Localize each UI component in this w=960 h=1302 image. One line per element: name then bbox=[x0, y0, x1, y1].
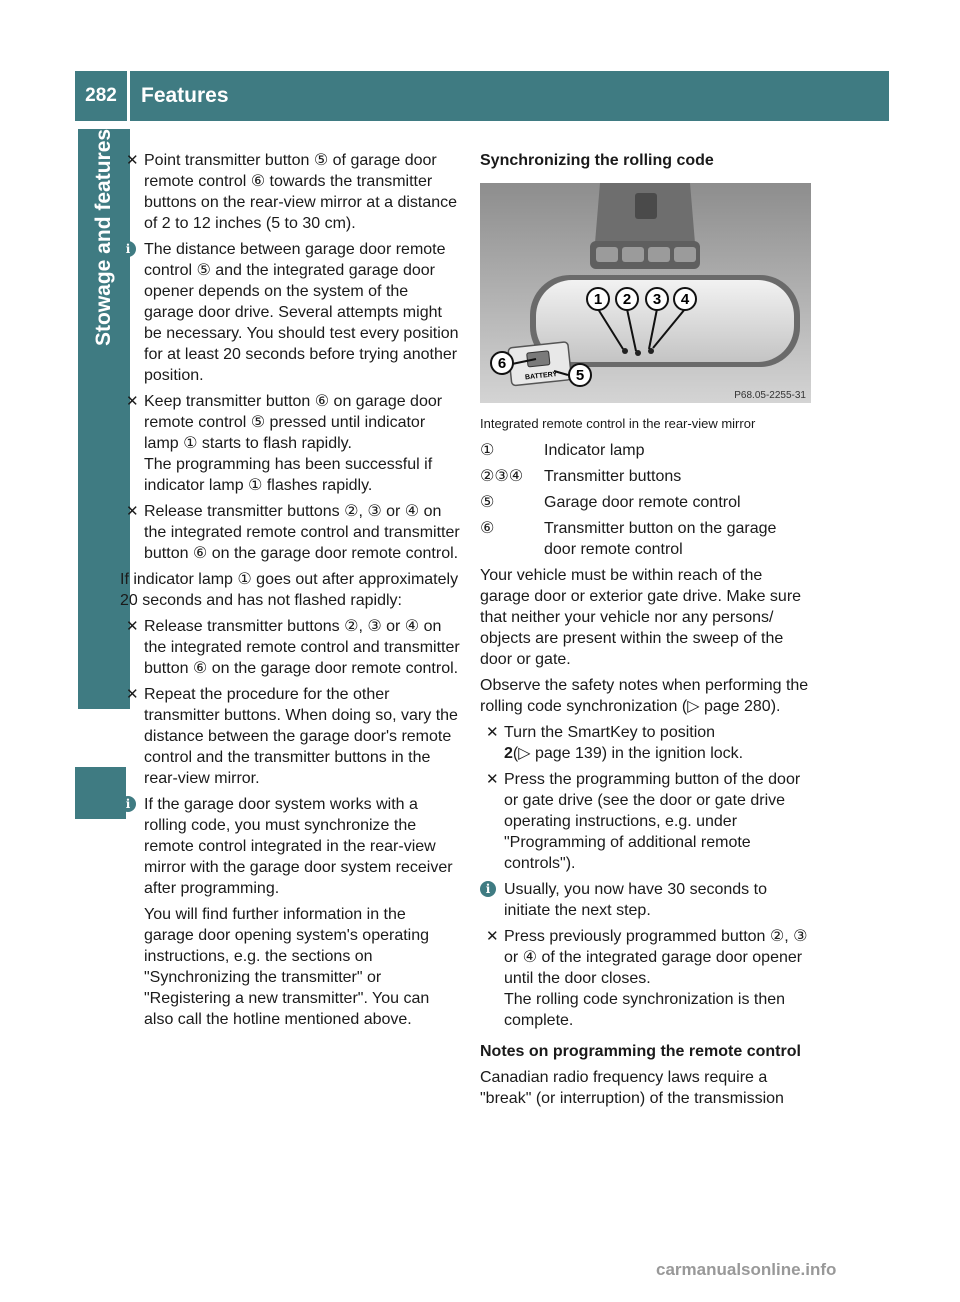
battery-label: BATTERY bbox=[524, 371, 558, 382]
step-text: Turn the SmartKey to position bbox=[504, 724, 716, 741]
section-heading: Notes on programming the remote control bbox=[480, 1043, 801, 1060]
instruction-step bbox=[480, 769, 812, 874]
figure-part-code: P68.05-2255-31 bbox=[734, 390, 806, 401]
step-text: Press the programming button of the door or gate drive (see the door or gate drive operating instructions, e.g. under "Programming of additional remote controls"). bbox=[504, 771, 801, 872]
info-icon: i bbox=[480, 881, 496, 897]
step-text: Press previously programmed button ②, ③ or ④ of the integrated garage door opener until the door closes. bbox=[504, 928, 808, 987]
paragraph: Canadian radio frequency laws require a "break" (or interruption) of the transmission bbox=[480, 1069, 784, 1107]
figure-caption: Integrated remote control in the rear-view mirror bbox=[480, 416, 756, 431]
page-header bbox=[75, 71, 889, 121]
callout-label: 4 bbox=[680, 291, 690, 308]
instruction-step bbox=[480, 722, 812, 764]
legend-key: ⑤ bbox=[480, 494, 495, 511]
step-result: The programming has been successful if indicator lamp ① flashes rapidly. bbox=[144, 456, 433, 494]
instruction-step bbox=[120, 501, 460, 564]
paragraph: Observe the safety notes when performing the rolling code synchronization (▷ page 280). bbox=[480, 677, 809, 715]
step-arrow-icon: ✕ bbox=[486, 771, 499, 788]
step-arrow-icon: ✕ bbox=[126, 393, 139, 410]
step-text: (▷ page 139) in the ignition lock. bbox=[512, 745, 744, 762]
instruction-step bbox=[120, 684, 460, 789]
info-text: If the garage door system works with a rolling code, you must synchronize the remote control integrated in the rear-view mirror with the garage door system receiver after programming. bbox=[144, 796, 453, 897]
step-text: Keep transmitter button ⑥ on garage door remote control ⑤ pressed until indicator lamp ① starts to flash rapidly. bbox=[144, 393, 443, 452]
legend-item bbox=[480, 492, 812, 513]
left-column bbox=[120, 150, 460, 1035]
legend-key: ⑥ bbox=[480, 520, 495, 537]
header-divider bbox=[127, 71, 130, 121]
legend-value: Transmitter buttons bbox=[544, 468, 682, 485]
step-arrow-icon: ✕ bbox=[126, 503, 139, 520]
step-arrow-icon: ✕ bbox=[126, 618, 139, 635]
legend-item bbox=[480, 466, 812, 487]
step-text: Repeat the procedure for the other transmitter buttons. When doing so, vary the distance between the garage door's remote control and the transmitter buttons in the rear-view mirror. bbox=[144, 686, 458, 787]
info-note bbox=[120, 794, 460, 899]
info-text: The distance between garage door remote control ⑤ and the integrated garage door opener depends on the system of the garage door drive. Several attempts might be necessary. You should test every position for at least 20 seconds before trying another position. bbox=[144, 241, 459, 384]
info-icon: i bbox=[120, 796, 136, 812]
legend-value: Indicator lamp bbox=[544, 442, 645, 459]
instruction-step bbox=[120, 150, 460, 234]
callout-label: 6 bbox=[497, 355, 507, 372]
step-arrow-icon: ✕ bbox=[486, 724, 499, 741]
step-arrow-icon: ✕ bbox=[126, 152, 139, 169]
step-text: Release transmitter buttons ②, ③ or ④ on the integrated remote control and transmitter button ⑥ on the garage door remote control. bbox=[144, 618, 460, 677]
step-text: Release transmitter buttons ②, ③ or ④ on the integrated remote control and transmitter button ⑥ on the garage door remote control. bbox=[144, 503, 460, 562]
info-note bbox=[480, 879, 812, 921]
callout-label: 3 bbox=[652, 291, 662, 308]
right-column bbox=[480, 150, 812, 1114]
legend-key: ① bbox=[480, 442, 495, 459]
key-position: 2 bbox=[504, 745, 513, 762]
step-text: Point transmitter button ⑤ of garage door remote control ⑥ towards the transmitter buttons on the rear-view mirror at a distance of 2 to 12 inches (5 to 30 cm). bbox=[144, 152, 458, 232]
legend-item bbox=[480, 440, 812, 461]
step-arrow-icon: ✕ bbox=[486, 928, 499, 945]
step-arrow-icon: ✕ bbox=[126, 686, 139, 703]
instruction-step bbox=[480, 926, 812, 1031]
instruction-step bbox=[120, 616, 460, 679]
watermark: carmanualsonline.info bbox=[656, 1260, 837, 1279]
callout-label: 2 bbox=[622, 291, 632, 308]
section-title: Features bbox=[141, 84, 229, 107]
info-note-continued: You will find further information in the garage door opening system's operating instructions, e.g. the sections on "Synchronizing the transmitter" or "Registering a new transmitter". You can also call the hotline mentioned above. bbox=[144, 906, 430, 1028]
page-number: 282 bbox=[85, 85, 117, 106]
section-heading: Synchronizing the rolling code bbox=[480, 152, 714, 169]
legend-value: Transmitter button on the garage door remote control bbox=[544, 520, 777, 558]
rear-view-mirror-figure bbox=[480, 183, 811, 403]
callout-label: 5 bbox=[575, 367, 585, 384]
info-text: Usually, you now have 30 seconds to initiate the next step. bbox=[504, 881, 767, 919]
instruction-step bbox=[120, 391, 460, 496]
callout-label: 1 bbox=[593, 291, 603, 308]
paragraph: If indicator lamp ① goes out after approximately 20 seconds and has not flashed rapidly: bbox=[120, 571, 459, 609]
paragraph: Your vehicle must be within reach of the garage door or exterior gate drive. Make sure that neither your vehicle nor any persons/ objects are present within the sweep of the door or gate. bbox=[480, 567, 802, 668]
rear-view-mirror-illustration bbox=[480, 183, 811, 403]
legend-item bbox=[480, 518, 812, 560]
legend-value: Garage door remote control bbox=[544, 494, 741, 511]
info-note bbox=[120, 239, 460, 386]
chapter-side-tab-label: Stowage and features bbox=[92, 129, 115, 347]
legend-key: ②③④ bbox=[480, 468, 524, 485]
info-icon: i bbox=[120, 241, 136, 257]
step-result: The rolling code synchronization is then complete. bbox=[504, 991, 786, 1029]
chapter-marker bbox=[75, 767, 126, 819]
